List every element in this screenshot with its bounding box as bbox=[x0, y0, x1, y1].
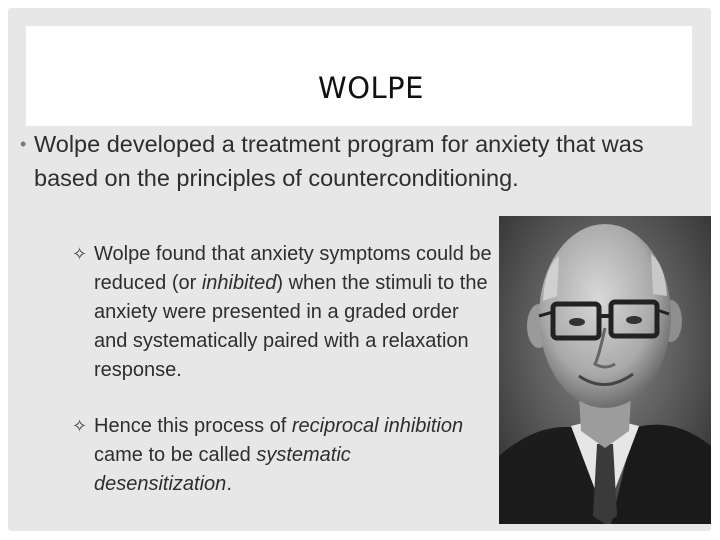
main-bullet-text: Wolpe developed a treatment program for anxiety that was based on the principles of counterconditioning. bbox=[34, 131, 644, 191]
slide bbox=[8, 8, 711, 531]
star-bullet-icon: ✧ bbox=[72, 416, 88, 436]
sub-bullet-2-part-5: . bbox=[226, 473, 232, 495]
sub-bullet-2 bbox=[72, 412, 492, 499]
sub-bullet-1-italic: inhibited bbox=[201, 272, 277, 294]
bullet-dot-icon: • bbox=[20, 134, 27, 154]
sub-bullet-1-part-1: Wolpe found that anxiety symptoms could be reduced (or bbox=[94, 243, 492, 294]
sub-bullet-2-part-3: came to be called bbox=[94, 444, 257, 466]
sub-bullet-2-text bbox=[72, 412, 492, 499]
slide-title: WOLPE bbox=[318, 71, 424, 105]
main-bullet bbox=[20, 127, 660, 195]
sub-bullet-1-text bbox=[72, 240, 492, 385]
sub-bullet-2-italic-1: reciprocal inhibition bbox=[291, 415, 464, 437]
sub-bullet-2-part-1: Hence this process of bbox=[94, 415, 292, 437]
sub-bullet-2-italic-2: systematic desensitization bbox=[94, 444, 351, 495]
sub-bullet-1-part-3: ) when the stimuli to the anxiety were presented in a graded order and systematically paired with a relaxation response. bbox=[94, 272, 488, 381]
portrait-photo bbox=[499, 216, 711, 524]
star-bullet-icon: ✧ bbox=[72, 244, 88, 264]
sub-bullet-1 bbox=[72, 240, 492, 385]
title-box bbox=[26, 26, 692, 126]
